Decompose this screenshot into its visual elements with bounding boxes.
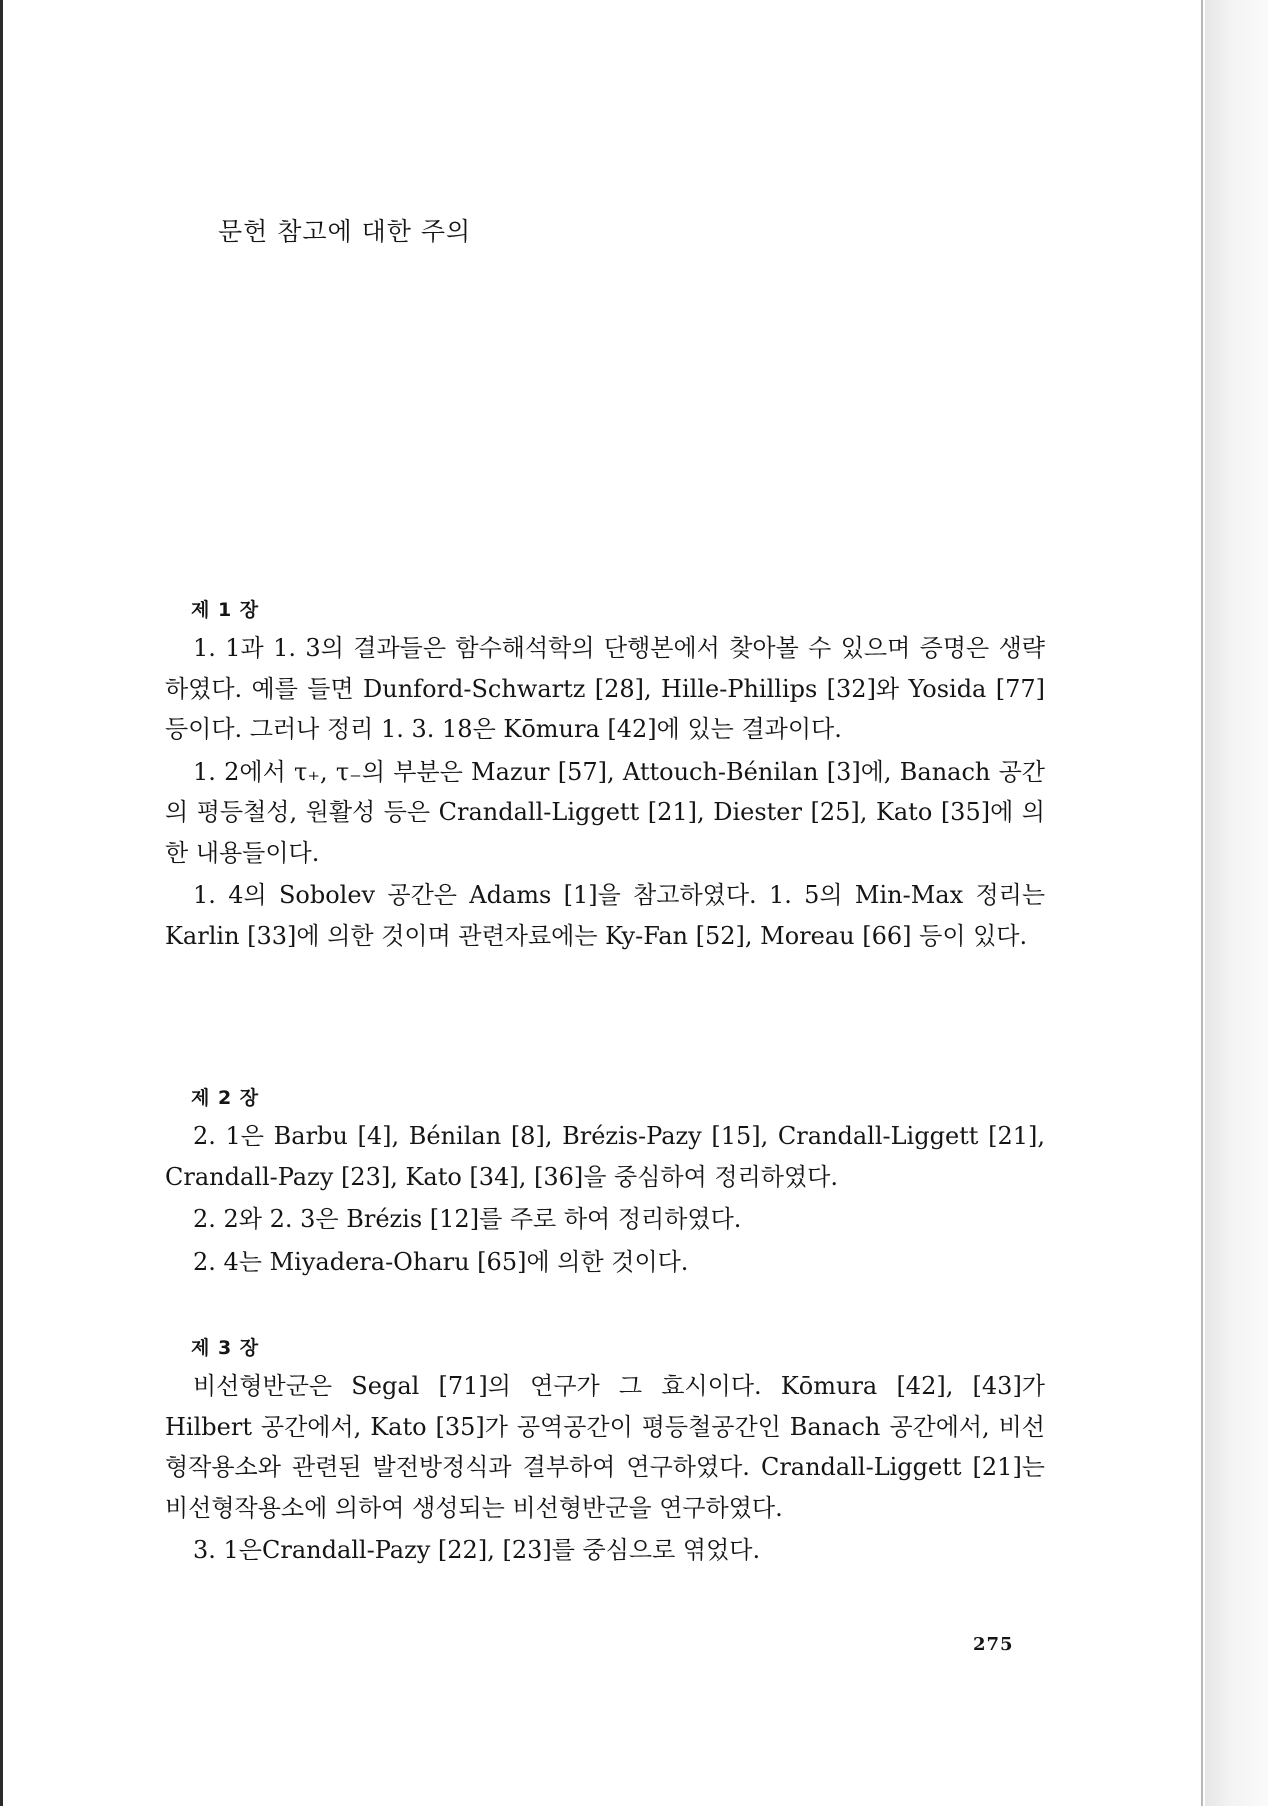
page-number: 275 xyxy=(973,1634,1014,1655)
chapter-paragraph: 1. 2에서 τ₊, τ₋의 부분은 Mazur [57], Attouch-Bénilan [3]에, Banach 공간의 평등철성, 원활성 등은 Crandall-Liggett [21], Diester [25], Kato [35]에 의한 내용들이다. xyxy=(165,757,1045,867)
chapter-paragraph: 3. 1은Crandall-Pazy [22], [23]를 중심으로 엮었다. xyxy=(193,1536,761,1564)
chapter-paragraph: 비선형반군은 Segal [71]의 연구가 그 효시이다. Kōmura [42], [43]가 Hilbert 공간에서, Kato [35]가 공역공간이 평등철공간인 Banach 공간에서, 비선형작용소와 관련된 발전방정식과 결부하여 연구하였다. Crandall-Liggett [21]는 비선형작용소에 의하여 생성되는 비선형반군을 연구하였다. xyxy=(165,1372,1045,1522)
page-title: 문헌 참고에 대한 주의 xyxy=(218,217,472,246)
chapter-1-section xyxy=(165,595,1045,958)
chapter-3-section xyxy=(165,1333,1045,1573)
chapter-paragraph: 2. 4는 Miyadera-Oharu [65]에 의한 것이다. xyxy=(193,1247,689,1276)
chapter-paragraph: 1. 1과 1. 3의 결과들은 함수해석학의 단행본에서 찾아볼 수 있으며 증명은 생략하였다. 예를 들면 Dunford-Schwartz [28], Hille-Phillips [32]와 Yosida [77] 등이다. 그러나 정리 1. 3. 18은 Kōmura [42]에 있는 결과이다. xyxy=(165,634,1045,743)
chapter-paragraph: 1. 4의 Sobolev 공간은 Adams [1]을 참고하였다. 1. 5의 Min-Max 정리는 Karlin [33]에 의한 것이며 관련자료에는 Ky-Fan [52], Moreau [66] 등이 있다. xyxy=(165,881,1045,950)
chapter-heading: 제 3 장 xyxy=(191,1337,260,1359)
chapter-heading: 제 2 장 xyxy=(191,1087,260,1109)
chapter-heading: 제 1 장 xyxy=(191,599,260,621)
chapter-paragraph: 2. 1은 Barbu [4], Bénilan [8], Brézis-Pazy [15], Crandall-Liggett [21], Crandall-Pazy [23], Kato [34], [36]을 중심하여 정리하였다. xyxy=(165,1122,1045,1191)
chapter-2-section xyxy=(165,1083,1045,1284)
chapter-paragraph: 2. 2와 2. 3은 Brézis [12]를 주로 하여 정리하였다. xyxy=(193,1205,742,1233)
page-edge-shadow xyxy=(1205,0,1268,1806)
